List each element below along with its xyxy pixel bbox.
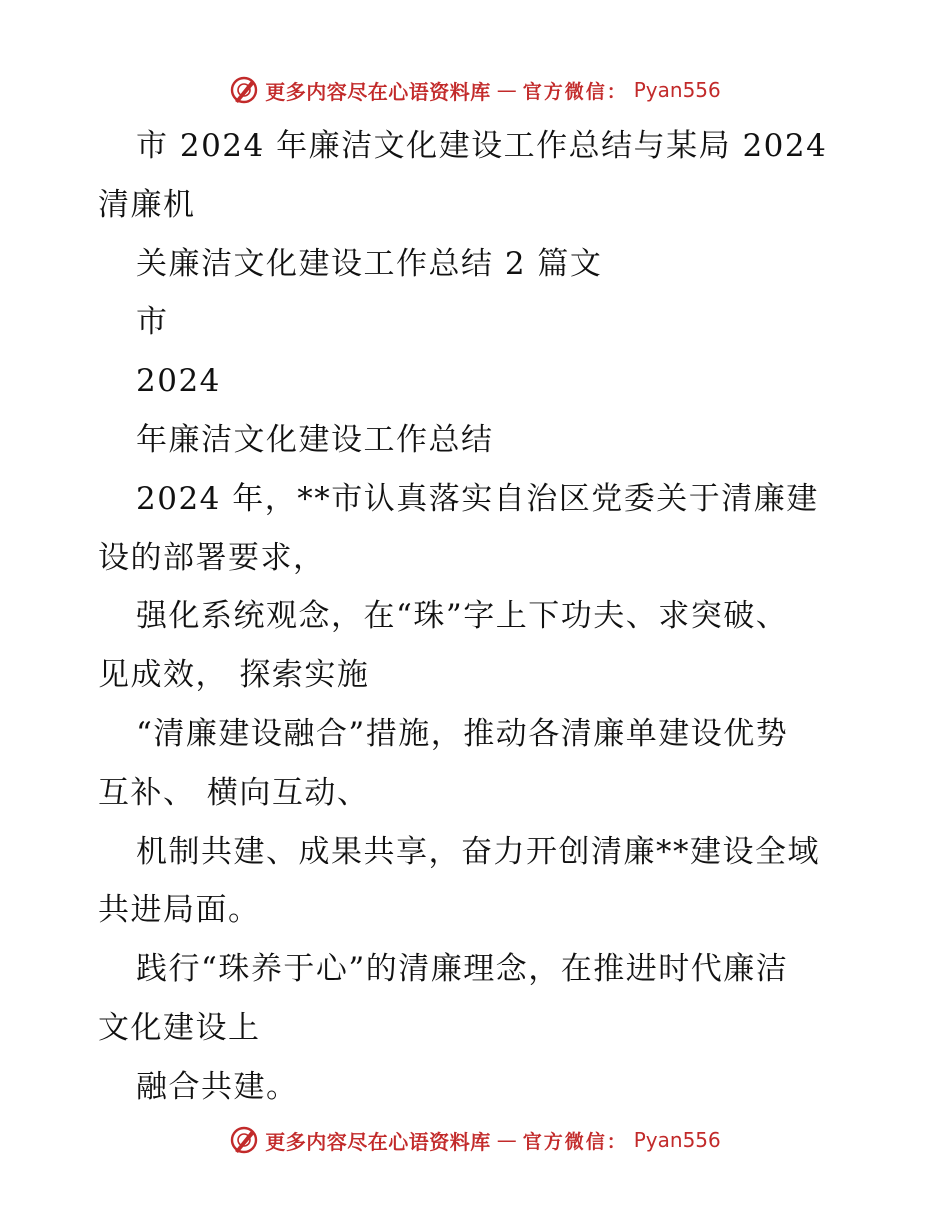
watermark-banner-bottom [0, 1120, 950, 1160]
document-line: 清廉机 [98, 186, 196, 223]
document-line: 年廉洁文化建设工作总结 [136, 421, 494, 458]
document-line: “清廉建设融合”措施，推动各清廉单建设优势 [136, 715, 789, 752]
watermark-wechat-id: Pyan556 [633, 78, 721, 102]
watermark-dash: — [496, 78, 517, 102]
document-line: 共进局面。 [98, 892, 261, 929]
quill-circle-icon [229, 75, 259, 105]
document-line: 设的部署要求， [98, 539, 326, 576]
watermark-label: 官方微信： [522, 1130, 628, 1153]
document-line: 2024 [136, 363, 221, 400]
watermark-main-text: 更多内容尽在心语资料库 [265, 79, 491, 104]
document-line: 践行“珠养于心”的清廉理念，在推进时代廉洁 [136, 951, 789, 988]
watermark-wechat-id: Pyan556 [633, 1128, 721, 1152]
document-line: 机制共建、成果共享，奋力开创清廉**建设全域 [136, 833, 820, 870]
document-line: 文化建设上 [98, 1009, 261, 1046]
document-body [98, 117, 858, 1117]
document-line: 关廉洁文化建设工作总结 2 篇文 [136, 245, 603, 282]
watermark-label: 官方微信： [522, 80, 628, 103]
watermark-main-text: 更多内容尽在心语资料库 [265, 1129, 491, 1154]
watermark-dash: — [496, 1128, 517, 1152]
document-line: 互补、 横向互动、 [98, 774, 370, 811]
document-line: 市 [136, 304, 169, 341]
document-line: 见成效， 探索实施 [98, 657, 370, 694]
quill-circle-icon [229, 1125, 259, 1155]
document-line: 强化系统观念，在“珠”字上下功夫、求突破、 [136, 598, 789, 635]
document-line: 融合共建。 [136, 1068, 299, 1105]
document-line: 2024 年，**市认真落实自治区党委关于清廉建 [136, 480, 819, 517]
watermark-banner-top [0, 70, 950, 110]
document-line: 市 2024 年廉洁文化建设工作总结与某局 2024 [136, 128, 828, 164]
